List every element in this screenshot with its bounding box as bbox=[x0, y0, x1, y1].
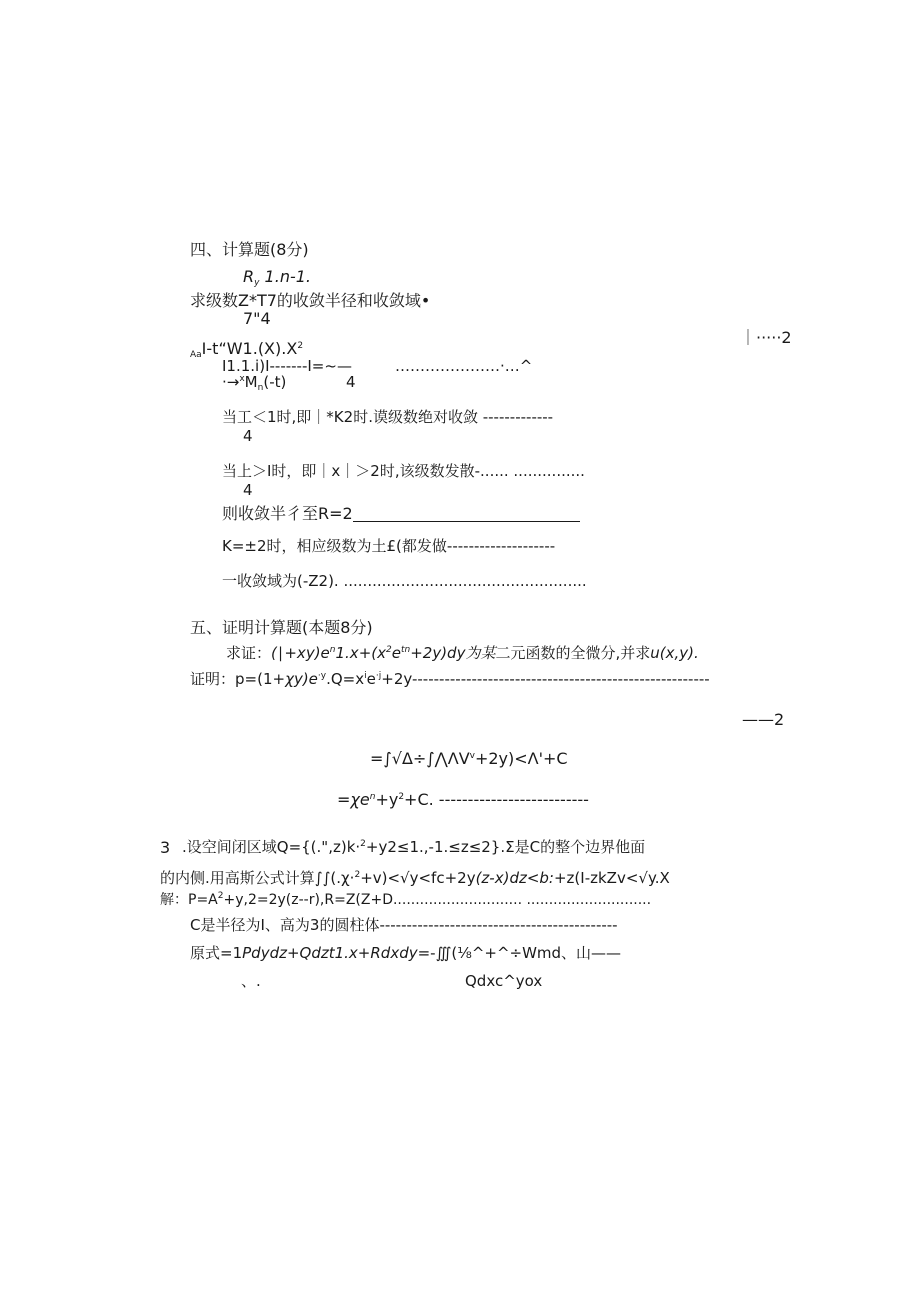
radius-of-convergence: 则收敛半彳至R=2 bbox=[222, 504, 353, 523]
section4-heading: 四、计算题(8分) bbox=[190, 240, 309, 259]
gauss-formula-application: 原式=1Pdydz+Qdzt1.x+Rdxdy=-∭(⅛^+^÷Wmd、山—— bbox=[190, 944, 622, 962]
prove-statement: 求证：$(∣+xy)e^n1.x+(x^2e^{tn}+2y)dy$为某二元函数的全微分,并求u(x,y). bbox=[226, 644, 699, 662]
formula-fragment-right: Qdxc^yox bbox=[465, 972, 543, 990]
case-absolute-convergence: 当工＜1时,即｜*K2时.谟级数绝对收敛 ------------- bbox=[222, 408, 554, 426]
case2-four: 4 bbox=[243, 481, 253, 499]
fraction-numerator: $R_y$ 1.n-1. bbox=[243, 267, 311, 288]
proof-pq: 证明：$p=(1+\chi y)e^{\cdot y}.Q=x^ie^{\cdot j}+2y-------------------------------------------------------$ bbox=[190, 670, 710, 688]
solution-step3-four: 4 bbox=[346, 373, 356, 391]
integral-expression: $=\int√\Delta\div\int⋀\Lambda V^v+2y)<\Lambda'+C$ bbox=[370, 749, 568, 768]
score-mark-section4: ｜·····2 bbox=[740, 328, 792, 347]
potential-function-result: $=\chi e^n+y^2+C$. -------------------------- bbox=[337, 790, 589, 809]
gauss-problem-line1: .设空间闭区域Q={(.",z)k·$^2$+y2≤1.,-1.≤z≤2}.Σ是C的整个边界他面 bbox=[182, 838, 646, 856]
solution-step2-dots: …………………·…^ bbox=[395, 357, 533, 375]
endpoints-analysis: K=±2时，相应级数为土£(都发做-------------------- bbox=[222, 537, 556, 555]
case1-four: 4 bbox=[243, 427, 253, 445]
radius-answer-line bbox=[353, 521, 580, 522]
problem-number-3: 3 bbox=[160, 838, 171, 857]
section5-heading: 五、证明计算题(本题8分) bbox=[190, 618, 373, 637]
case-divergence: 当上＞I时，即｜x｜＞2时,该级数发散-...... ............... bbox=[222, 462, 585, 480]
cylinder-description: C是半径为I、高为3的圆柱体-------------------------------------------- bbox=[190, 916, 618, 934]
section4-question: 求级数Z*T7的收敛半径和收敛域• bbox=[190, 291, 431, 310]
gauss-solution-pqr: 解：$P=A^2+y,2=2y(z--r),R=Z(Z+D$............................. ............................ bbox=[160, 891, 652, 908]
solution-step3: $\cdot\to^xM_n(-t)$ bbox=[222, 373, 287, 393]
solution-step1: $_{Aa}I-t“W1.(X).X^2$ bbox=[190, 339, 304, 360]
convergence-domain: 一收敛域为(-Z2). ................................................... bbox=[222, 572, 587, 590]
solution-step2: I1.1.i)I-------I=~— bbox=[222, 357, 352, 375]
formula-fragment-left: 、. bbox=[241, 972, 261, 990]
fraction-denominator: 7"4 bbox=[243, 309, 271, 328]
score-mark-section5: ——2 bbox=[742, 710, 785, 729]
gauss-problem-line2: 的内侧.用高斯公式计算∫∫(.χ·$^2$+v)<√y<fc+2y(z-x)dz<b:+z(I-zkZv<√y.X bbox=[160, 869, 670, 887]
